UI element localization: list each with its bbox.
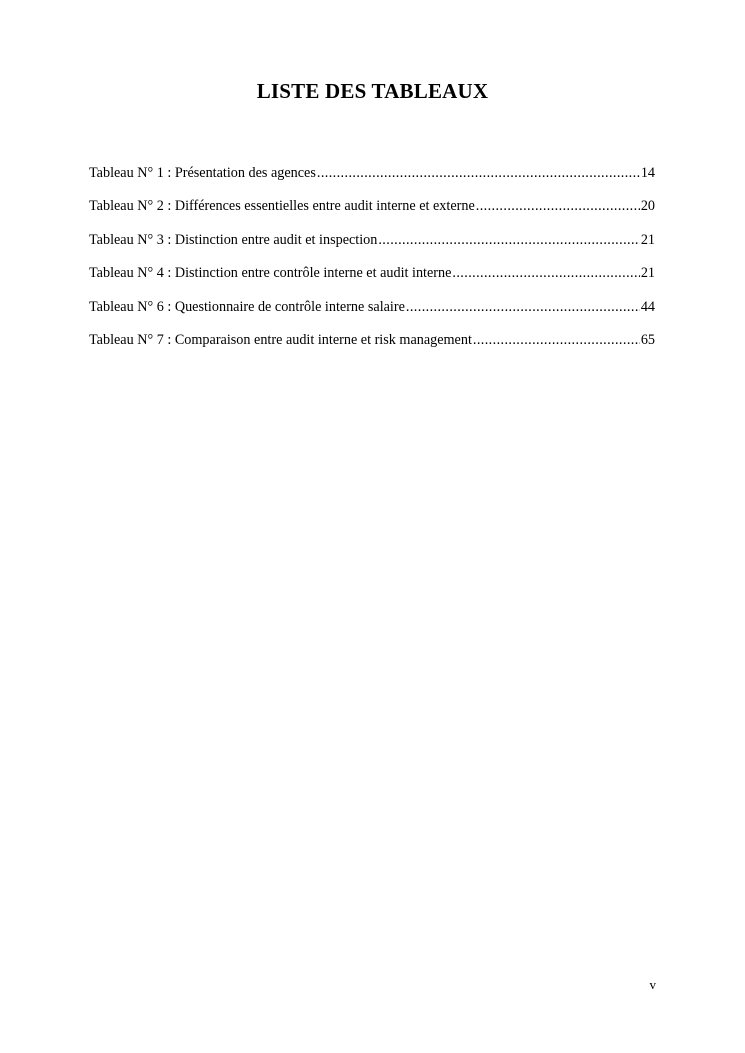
toc-entry-label: Tableau N° 2 : Différences essentielles entre audit interne et externe <box>89 198 475 215</box>
dot-leader <box>473 330 640 350</box>
toc-entry-page: 14 <box>640 165 655 181</box>
toc-entry[interactable] <box>89 263 655 296</box>
dot-leader <box>452 263 639 283</box>
toc-entry-label: Tableau N° 4 : Distinction entre contrôle interne et audit interne <box>89 265 452 282</box>
toc-entry-page: 20 <box>640 198 655 215</box>
toc-entry-page: 65 <box>640 331 655 348</box>
dot-leader <box>406 297 640 317</box>
toc-entry[interactable] <box>89 230 655 263</box>
dot-leader <box>317 163 640 183</box>
page-title: LISTE DES TABLEAUX <box>256 79 489 103</box>
dot-leader <box>476 196 640 216</box>
toc-entry-page: 44 <box>640 298 655 315</box>
toc-entry-label: Tableau N° 1 : Présentation des agences <box>89 165 316 181</box>
list-of-tables <box>89 163 655 363</box>
dot-leader <box>378 230 639 250</box>
toc-entry-label: Tableau N° 3 : Distinction entre audit et inspection <box>89 231 378 248</box>
toc-entry[interactable] <box>89 297 655 330</box>
toc-entry[interactable] <box>89 163 655 196</box>
toc-entry[interactable] <box>89 196 655 229</box>
toc-entry-page: 21 <box>640 231 655 248</box>
toc-entry-page: 21 <box>640 265 655 282</box>
toc-entry-label: Tableau N° 6 : Questionnaire de contrôle interne salaire <box>89 298 405 315</box>
toc-entry[interactable] <box>89 330 655 363</box>
toc-entry-label: Tableau N° 7 : Comparaison entre audit interne et risk management <box>89 331 472 348</box>
page-number: v <box>649 977 656 992</box>
